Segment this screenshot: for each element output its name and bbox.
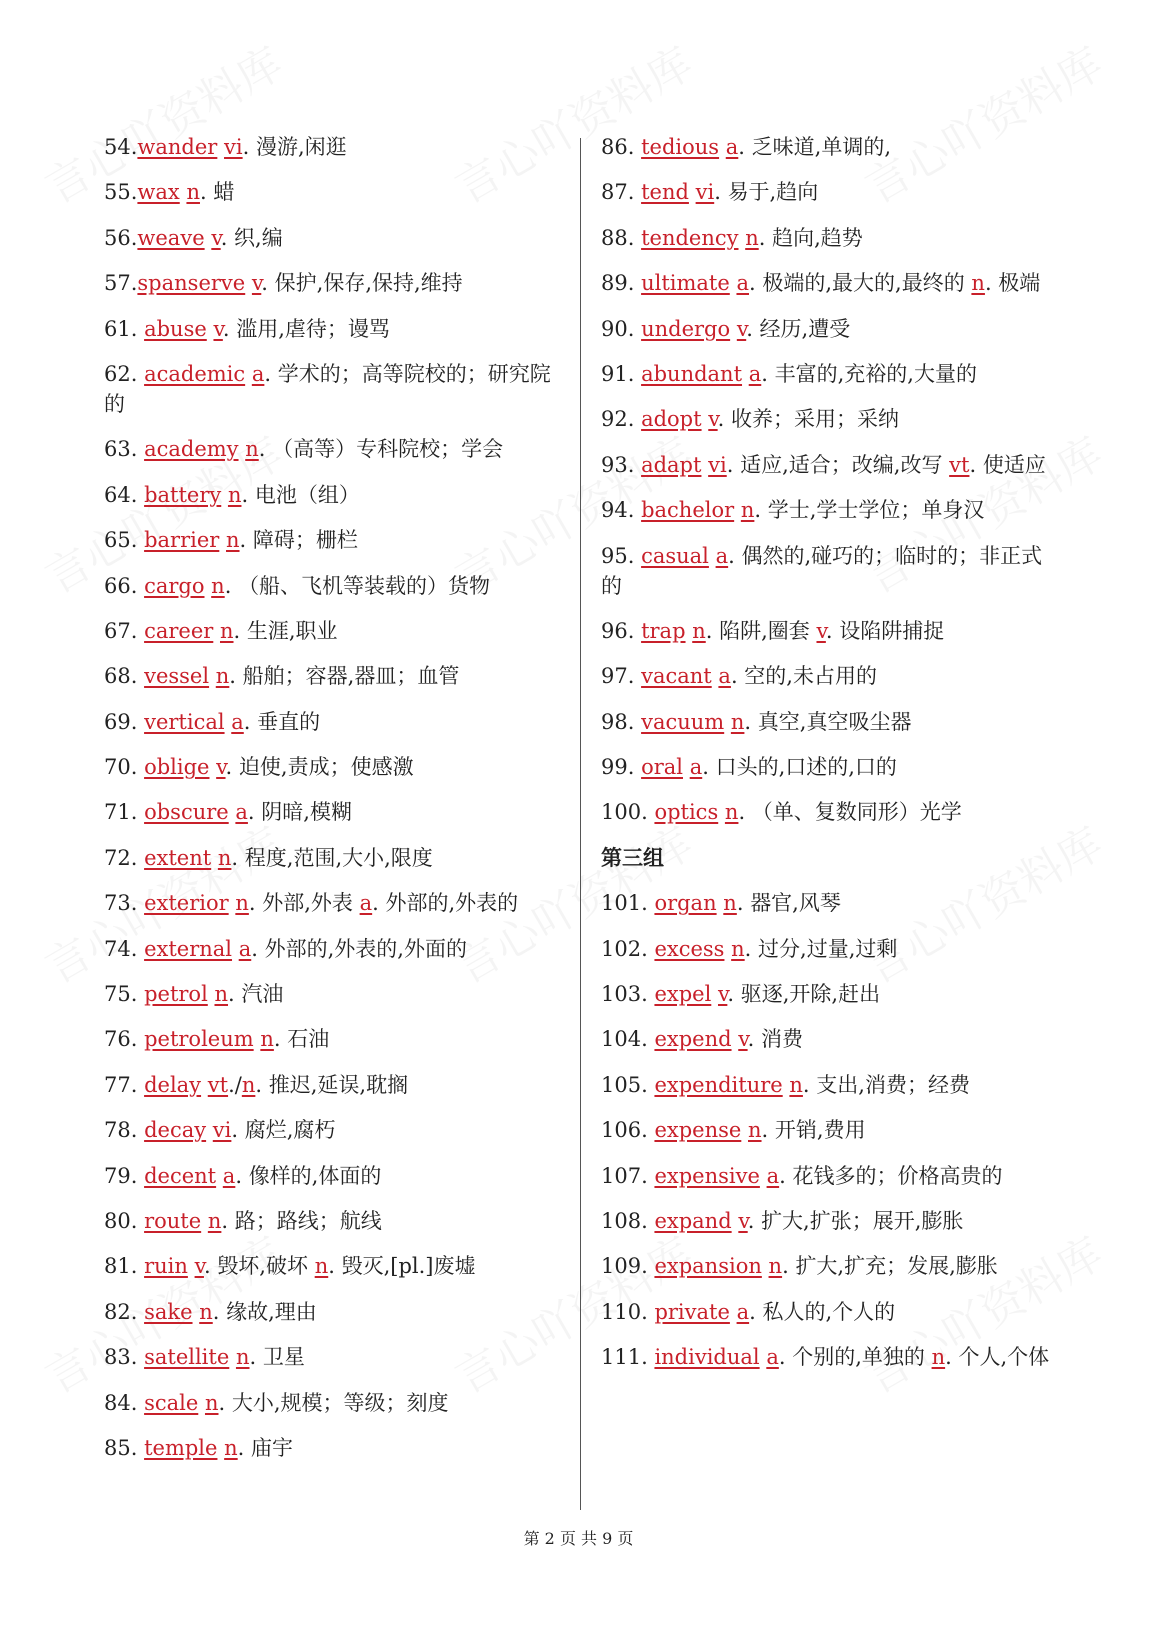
vocab-entry: 85. temple n. 庙宇 <box>104 1435 294 1460</box>
definition: 极端 <box>998 271 1041 296</box>
entry-word: ruin <box>144 1254 188 1279</box>
vocab-entry: 54.wander vi. 漫游,闲逛 <box>104 135 347 159</box>
entry-number: 62. <box>104 361 145 386</box>
part-of-speech: a <box>718 664 731 689</box>
page-footer: 第 2 页 共 9 页 <box>523 1529 634 1548</box>
definition: 过分,过量,过剩 <box>758 936 898 961</box>
vocab-entry: 75. petrol n. 汽油 <box>104 982 284 1007</box>
entry-word: wax <box>137 180 180 205</box>
definition: 毁灭,[pl.]废墟 <box>341 1254 476 1279</box>
part-of-speech: a <box>766 1163 780 1188</box>
definition: 庙宇 <box>251 1435 294 1460</box>
part-of-speech: v <box>194 1254 204 1279</box>
vocab-entry: 69. vertical a. 垂直的 <box>104 709 321 734</box>
part-of-speech: v <box>211 225 221 250</box>
part-of-speech: a <box>689 755 703 780</box>
entry-number: 95. <box>601 543 642 568</box>
part-of-speech: n <box>207 1208 222 1233</box>
entry-word: expenditure <box>654 1072 783 1097</box>
vocab-entry: 62. academic a. 学术的；高等院校的；研究院的 <box>104 361 551 416</box>
vocab-entry: 105. expenditure n. 支出,消费；经费 <box>601 1072 970 1097</box>
definition: 易于,趋向 <box>727 180 819 205</box>
vocab-entry: 87. tend vi. 易于,趋向 <box>601 180 819 205</box>
vocab-entry: 97. vacant a. 空的,未占用的 <box>601 664 877 689</box>
entry-number: 64. <box>104 482 145 507</box>
entry-word: academy <box>144 437 239 462</box>
vocab-entry: 106. expense n. 开销,费用 <box>601 1118 866 1143</box>
definition: 适应,适合；改编,改写 <box>740 452 943 477</box>
entry-word: private <box>654 1299 730 1324</box>
entry-number: 93. <box>601 452 642 477</box>
part-of-speech: a <box>238 936 252 961</box>
vocab-entry: 101. organ n. 器官,风琴 <box>601 891 841 916</box>
entry-word: undergo <box>641 316 731 341</box>
vocab-entry: 88. tendency n. 趋向,趋势 <box>601 225 863 250</box>
entry-number: 100. <box>601 800 655 825</box>
entry-number: 85. <box>104 1435 145 1460</box>
column-divider <box>580 138 581 1510</box>
entry-word: extent <box>144 845 212 870</box>
vocab-entry: 82. sake n. 缘故,理由 <box>104 1299 317 1324</box>
definition: 保护,保存,保持,维持 <box>274 271 463 296</box>
entry-word: ultimate <box>641 271 730 296</box>
entry-word: academic <box>144 361 246 386</box>
definition: 消费 <box>760 1027 803 1052</box>
definition: 经历,遭受 <box>759 316 851 341</box>
entry-word: tedious <box>641 135 720 159</box>
vocab-entry: 67. career n. 生涯,职业 <box>104 618 338 643</box>
vocab-entry: 68. vessel n. 船舶；容器,器皿；血管 <box>104 664 460 689</box>
entry-number: 65. <box>104 528 145 553</box>
entry-word: battery <box>144 482 222 507</box>
part-of-speech: vt <box>949 452 970 477</box>
part-of-speech: v <box>738 1208 748 1233</box>
definition: 真空,真空吸尘器 <box>757 709 912 734</box>
definition: 漫游,闲逛 <box>255 135 347 159</box>
definition: （船、飞机等装载的）货物 <box>238 573 491 598</box>
vocab-entry: 72. extent n. 程度,范围,大小,限度 <box>104 845 433 870</box>
part-of-speech: n <box>730 709 745 734</box>
entry-word: casual <box>641 543 709 568</box>
definition: 空的,未占用的 <box>744 664 877 689</box>
definition: 学士,学士学位；单身汉 <box>767 498 985 523</box>
definition: 乏味道,单调的, <box>751 135 891 159</box>
entry-number: 106. <box>601 1118 655 1143</box>
part-of-speech: vi <box>224 135 243 159</box>
definition: 开销,费用 <box>774 1118 866 1143</box>
entry-word: temple <box>144 1435 218 1460</box>
vocab-entry: 55.wax n. 蜡 <box>104 180 235 205</box>
definition: 学术的；高等院校的；研究院的 <box>104 361 551 416</box>
part-of-speech: n <box>215 664 230 689</box>
part-of-speech: n <box>214 982 229 1007</box>
definition: 扩大,扩充；发展,膨胀 <box>795 1254 998 1279</box>
definition: 织,编 <box>234 225 283 250</box>
part-of-speech: n <box>235 891 249 916</box>
definition: 生涯,职业 <box>246 618 338 643</box>
entry-number: 66. <box>104 573 145 598</box>
definition: 口头的,口述的,口的 <box>715 755 897 780</box>
vocab-entry: 76. petroleum n. 石油 <box>104 1027 330 1052</box>
definition: 丰富的,充裕的,大量的 <box>774 361 977 386</box>
entry-number: 92. <box>601 407 642 432</box>
entry-number: 57. <box>104 271 138 296</box>
entry-number: 89. <box>601 271 642 296</box>
part-of-speech: n <box>204 1390 219 1415</box>
entry-number: 68. <box>104 664 145 689</box>
part-of-speech: a <box>748 361 762 386</box>
entry-number: 103. <box>601 982 655 1007</box>
part-of-speech: n <box>692 618 706 643</box>
vocab-entry: 108. expand v. 扩大,扩张；展开,膨胀 <box>601 1208 964 1233</box>
entry-number: 94. <box>601 498 642 523</box>
vocab-entry: 73. exterior n. 外部,外表 a. 外部的,外表的 <box>104 891 519 916</box>
part-of-speech: v <box>708 407 718 432</box>
part-of-speech: a <box>231 709 244 734</box>
vocab-entry: 86. tedious a. 乏味道,单调的, <box>601 135 891 159</box>
definition: 路；路线；航线 <box>234 1208 382 1233</box>
entry-word: satellite <box>144 1345 230 1370</box>
vocab-entry: 65. barrier n. 障碍；栅栏 <box>104 528 358 553</box>
vocab-entry: 70. oblige v. 迫使,责成；使感激 <box>104 755 414 780</box>
entry-number: 84. <box>104 1390 145 1415</box>
entry-number: 108. <box>601 1208 655 1233</box>
entry-number: 69. <box>104 709 145 734</box>
definition: 程度,范围,大小,限度 <box>244 845 433 870</box>
vocab-entry: 80. route n. 路；路线；航线 <box>104 1208 382 1233</box>
vocab-entry: 96. trap n. 陷阱,圈套 v. 设陷阱捕捉 <box>601 618 945 643</box>
part-of-speech: a <box>766 1345 779 1370</box>
part-of-speech: a <box>235 800 248 825</box>
entry-number: 98. <box>601 709 642 734</box>
entry-number: 88. <box>601 225 642 250</box>
entry-word: barrier <box>144 528 220 553</box>
part-of-speech: v <box>717 982 728 1007</box>
part-of-speech: a <box>222 1163 236 1188</box>
part-of-speech: v <box>736 316 747 341</box>
vocab-entry: 84. scale n. 大小,规模；等级；刻度 <box>104 1390 449 1415</box>
part-of-speech: n <box>971 271 985 296</box>
definition: 电池（组） <box>254 482 360 507</box>
vocab-entry: 99. oral a. 口头的,口述的,口的 <box>601 755 897 780</box>
entry-word: weave <box>137 225 205 250</box>
entry-word: expand <box>654 1208 732 1233</box>
definition: 驱逐,开除,赶出 <box>740 982 881 1007</box>
part-of-speech: vi <box>695 180 715 205</box>
entry-word: delay <box>144 1072 202 1097</box>
entry-word: petrol <box>144 982 208 1007</box>
vocab-entry: 57.spanserve v. 保护,保存,保持,维持 <box>104 271 463 296</box>
entry-word: tendency <box>641 225 739 250</box>
entry-word: expel <box>654 982 712 1007</box>
vocab-entry: 81. ruin v. 毁坏,破坏 n. 毁灭,[pl.]废墟 <box>104 1254 476 1279</box>
entry-word: cargo <box>144 573 205 598</box>
definition: 个别的,单独的 <box>792 1345 925 1370</box>
definition: 外部的,外表的,外面的 <box>264 936 467 961</box>
definition: 陷阱,圈套 <box>719 618 810 643</box>
vocab-entry: 66. cargo n. （船、飞机等装载的）货物 <box>104 573 491 598</box>
definition: 个人,个体 <box>958 1345 1050 1370</box>
part-of-speech: n <box>199 1299 213 1324</box>
entry-number: 76. <box>104 1027 145 1052</box>
entry-word: exterior <box>144 891 229 916</box>
entry-number: 83. <box>104 1345 145 1370</box>
entry-word: route <box>144 1208 202 1233</box>
entry-word: excess <box>654 936 725 961</box>
vocab-entry: 89. ultimate a. 极端的,最大的,最终的 n. 极端 <box>601 271 1041 296</box>
definition: 趋向,趋势 <box>772 225 863 250</box>
definition: 外部的,外表的 <box>385 891 519 916</box>
entry-word: abuse <box>144 316 207 341</box>
entry-word: tend <box>641 180 689 205</box>
vocab-entry: 110. private a. 私人的,个人的 <box>601 1299 896 1324</box>
part-of-speech: v <box>738 1027 748 1052</box>
entry-word: trap <box>641 618 686 643</box>
definition: 收养；采用；采纳 <box>731 407 899 432</box>
definition: （单、复数同形）光学 <box>751 800 962 825</box>
part-of-speech: n <box>186 180 200 205</box>
part-of-speech: vt <box>207 1072 229 1097</box>
vocab-entry: 109. expansion n. 扩大,扩充；发展,膨胀 <box>601 1254 998 1279</box>
definition: 迫使,责成；使感激 <box>238 755 414 780</box>
part-of-speech: a <box>736 271 749 296</box>
part-of-speech: n <box>723 891 737 916</box>
entry-word: expensive <box>654 1163 760 1188</box>
definition: 私人的,个人的 <box>762 1299 896 1324</box>
entry-number: 104. <box>601 1027 655 1052</box>
entry-number: 75. <box>104 982 145 1007</box>
vocab-entry: 78. decay vi. 腐烂,腐朽 <box>104 1118 336 1143</box>
part-of-speech: a <box>736 1299 750 1324</box>
entry-word: optics <box>654 800 719 825</box>
vocab-entry: 103. expel v. 驱逐,开除,赶出 <box>601 982 881 1007</box>
definition: 蜡 <box>213 180 235 205</box>
entry-number: 54. <box>104 135 138 159</box>
entry-number: 74. <box>104 936 145 961</box>
part-of-speech: n <box>931 1345 946 1370</box>
entry-word: individual <box>654 1345 760 1370</box>
definition: 像样的,体面的 <box>248 1163 382 1188</box>
entry-number: 71. <box>104 800 145 825</box>
entry-number: 78. <box>104 1118 145 1143</box>
vocab-entry: 107. expensive a. 花钱多的；价格高贵的 <box>601 1163 1003 1188</box>
definition: 阴暗,模糊 <box>261 800 352 825</box>
part-of-speech: vi <box>708 452 727 477</box>
vocab-entry: 91. abundant a. 丰富的,充裕的,大量的 <box>601 361 977 386</box>
definition: 滥用,虐待；谩骂 <box>236 316 390 341</box>
entry-number: 77. <box>104 1072 145 1097</box>
entry-word: expansion <box>654 1254 762 1279</box>
entry-word: vacant <box>641 664 712 689</box>
entry-number: 102. <box>601 936 655 961</box>
vocab-entry: 93. adapt vi. 适应,适合；改编,改写 vt. 使适应 <box>601 452 1046 477</box>
entry-number: 111. <box>601 1345 655 1370</box>
part-of-speech: n <box>740 498 755 523</box>
part-of-speech: n <box>224 1435 238 1460</box>
part-of-speech: n <box>789 1072 803 1097</box>
left-column <box>104 132 559 1478</box>
entry-word: vacuum <box>641 709 725 734</box>
part-of-speech: n <box>768 1254 783 1279</box>
entry-word: vessel <box>144 664 210 689</box>
part-of-speech: vi <box>212 1118 232 1143</box>
definition: 花钱多的；价格高贵的 <box>792 1163 1003 1188</box>
definition: 偶然的,碰巧的；临时的；非正式的 <box>601 543 1043 598</box>
entry-number: 82. <box>104 1299 145 1324</box>
part-of-speech: n <box>724 800 739 825</box>
part-of-speech: a <box>725 135 739 159</box>
entry-word: adopt <box>641 407 702 432</box>
definition: 器官,风琴 <box>750 891 841 916</box>
entry-number: 110. <box>601 1299 655 1324</box>
definition: 大小,规模；等级；刻度 <box>231 1390 449 1415</box>
vocab-entry: 100. optics n. （单、复数同形）光学 <box>601 800 962 825</box>
vocab-entry: 61. abuse v. 滥用,虐待；谩骂 <box>104 316 390 341</box>
definition: 扩大,扩张；展开,膨胀 <box>761 1208 964 1233</box>
definition: 船舶；容器,器皿；血管 <box>242 664 460 689</box>
definition: 毁坏,破坏 <box>217 1254 308 1279</box>
vocab-entry: 104. expend v. 消费 <box>601 1027 803 1052</box>
vocab-entry: 77. delay vt./n. 推迟,延误,耽搁 <box>104 1072 409 1097</box>
part-of-speech: v <box>213 316 223 341</box>
entry-number: 67. <box>104 618 145 643</box>
vocab-entry: 83. satellite n. 卫星 <box>104 1345 305 1370</box>
vocab-entry: 102. excess n. 过分,过量,过剩 <box>601 936 898 961</box>
entry-number: 72. <box>104 845 145 870</box>
part-of-speech: n <box>211 573 225 598</box>
entry-number: 73. <box>104 891 145 916</box>
vocab-entry: 63. academy n. （高等）专科院校；学会 <box>104 437 504 462</box>
entry-word: expend <box>654 1027 732 1052</box>
vocab-entry: 98. vacuum n. 真空,真空吸尘器 <box>601 709 912 734</box>
part-of-speech: n <box>235 1345 250 1370</box>
vocab-entry: 92. adopt v. 收养；采用；采纳 <box>601 407 899 432</box>
part-of-speech: v <box>216 755 226 780</box>
definition: 推迟,延误,耽搁 <box>268 1072 409 1097</box>
part-of-speech: a <box>251 361 265 386</box>
entry-word: wander <box>137 135 218 159</box>
entry-number: 101. <box>601 891 655 916</box>
entry-number: 80. <box>104 1208 145 1233</box>
entry-number: 87. <box>601 180 642 205</box>
entry-number: 79. <box>104 1163 145 1188</box>
part-of-speech: n <box>245 437 259 462</box>
entry-number: 96. <box>601 618 642 643</box>
part-of-speech: n <box>217 845 232 870</box>
entry-number: 90. <box>601 316 642 341</box>
definition: 极端的,最大的,最终的 <box>762 271 965 296</box>
entry-number: 99. <box>601 755 642 780</box>
definition: 汽油 <box>241 982 284 1007</box>
definition: 垂直的 <box>257 709 321 734</box>
entry-word: sake <box>144 1299 193 1324</box>
entry-word: petroleum <box>144 1027 254 1052</box>
part-of-speech: v <box>251 271 262 296</box>
entry-number: 56. <box>104 225 138 250</box>
part-of-speech: n <box>731 936 745 961</box>
entry-word: external <box>144 936 233 961</box>
entry-number: 86. <box>601 135 642 159</box>
definition: 腐烂,腐朽 <box>244 1118 336 1143</box>
entry-number: 63. <box>104 437 145 462</box>
entry-number: 91. <box>601 361 642 386</box>
entry-word: oblige <box>144 755 210 780</box>
entry-number: 97. <box>601 664 642 689</box>
part-of-speech: n <box>219 618 234 643</box>
group-heading: 第三组 <box>601 845 664 870</box>
entry-word: oral <box>641 755 683 780</box>
vocab-entry: 64. battery n. 电池（组） <box>104 482 360 507</box>
entry-number: 105. <box>601 1072 655 1097</box>
vocab-entry: 71. obscure a. 阴暗,模糊 <box>104 800 352 825</box>
definition: 缘故,理由 <box>226 1299 317 1324</box>
vocab-entry: 95. casual a. 偶然的,碰巧的；临时的；非正式的 <box>601 543 1043 598</box>
entry-word: spanserve <box>137 271 246 296</box>
entry-word: obscure <box>144 800 229 825</box>
part-of-speech: n <box>748 1118 762 1143</box>
part-of-speech: a <box>359 891 373 916</box>
part-of-speech: n <box>314 1254 329 1279</box>
entry-number: 81. <box>104 1254 145 1279</box>
entry-word: decent <box>144 1163 217 1188</box>
vocab-entry: 94. bachelor n. 学士,学士学位；单身汉 <box>601 498 985 523</box>
entry-number: 109. <box>601 1254 655 1279</box>
part-of-speech: n <box>260 1027 274 1052</box>
entry-word: bachelor <box>641 498 735 523</box>
vocab-entry: 90. undergo v. 经历,遭受 <box>601 316 851 341</box>
definition: 卫星 <box>262 1345 305 1370</box>
entry-number: 55. <box>104 180 138 205</box>
entry-number: 61. <box>104 316 145 341</box>
entry-word: career <box>144 618 214 643</box>
vocab-entry: 74. external a. 外部的,外表的,外面的 <box>104 936 467 961</box>
definition: （高等）专科院校；学会 <box>272 437 504 462</box>
right-column <box>601 132 1061 1388</box>
part-of-speech: n <box>226 528 240 553</box>
entry-word: decay <box>144 1118 207 1143</box>
definition: 设陷阱捕捉 <box>839 618 945 643</box>
definition: 障碍；栅栏 <box>252 528 358 553</box>
vocab-entry: 111. individual a. 个别的,单独的 n. 个人,个体 <box>601 1345 1050 1370</box>
vocab-entry: 56.weave v. 织,编 <box>104 225 283 250</box>
entry-word: scale <box>144 1390 199 1415</box>
definition: 外部,外表 <box>262 891 353 916</box>
entry-word: organ <box>654 891 717 916</box>
part-of-speech: v <box>816 618 826 643</box>
entry-number: 70. <box>104 755 145 780</box>
definition: 石油 <box>287 1027 330 1052</box>
entry-word: vertical <box>144 709 225 734</box>
definition: 使适应 <box>982 452 1046 477</box>
part-of-speech: a <box>715 543 729 568</box>
part-of-speech: n <box>241 1072 256 1097</box>
part-of-speech: n <box>745 225 759 250</box>
entry-word: adapt <box>641 452 702 477</box>
part-of-speech: n <box>227 482 242 507</box>
entry-word: abundant <box>641 361 743 386</box>
entry-word: expense <box>654 1118 742 1143</box>
definition: 支出,消费；经费 <box>816 1072 970 1097</box>
entry-number: 107. <box>601 1163 655 1188</box>
vocab-entry: 79. decent a. 像样的,体面的 <box>104 1163 382 1188</box>
